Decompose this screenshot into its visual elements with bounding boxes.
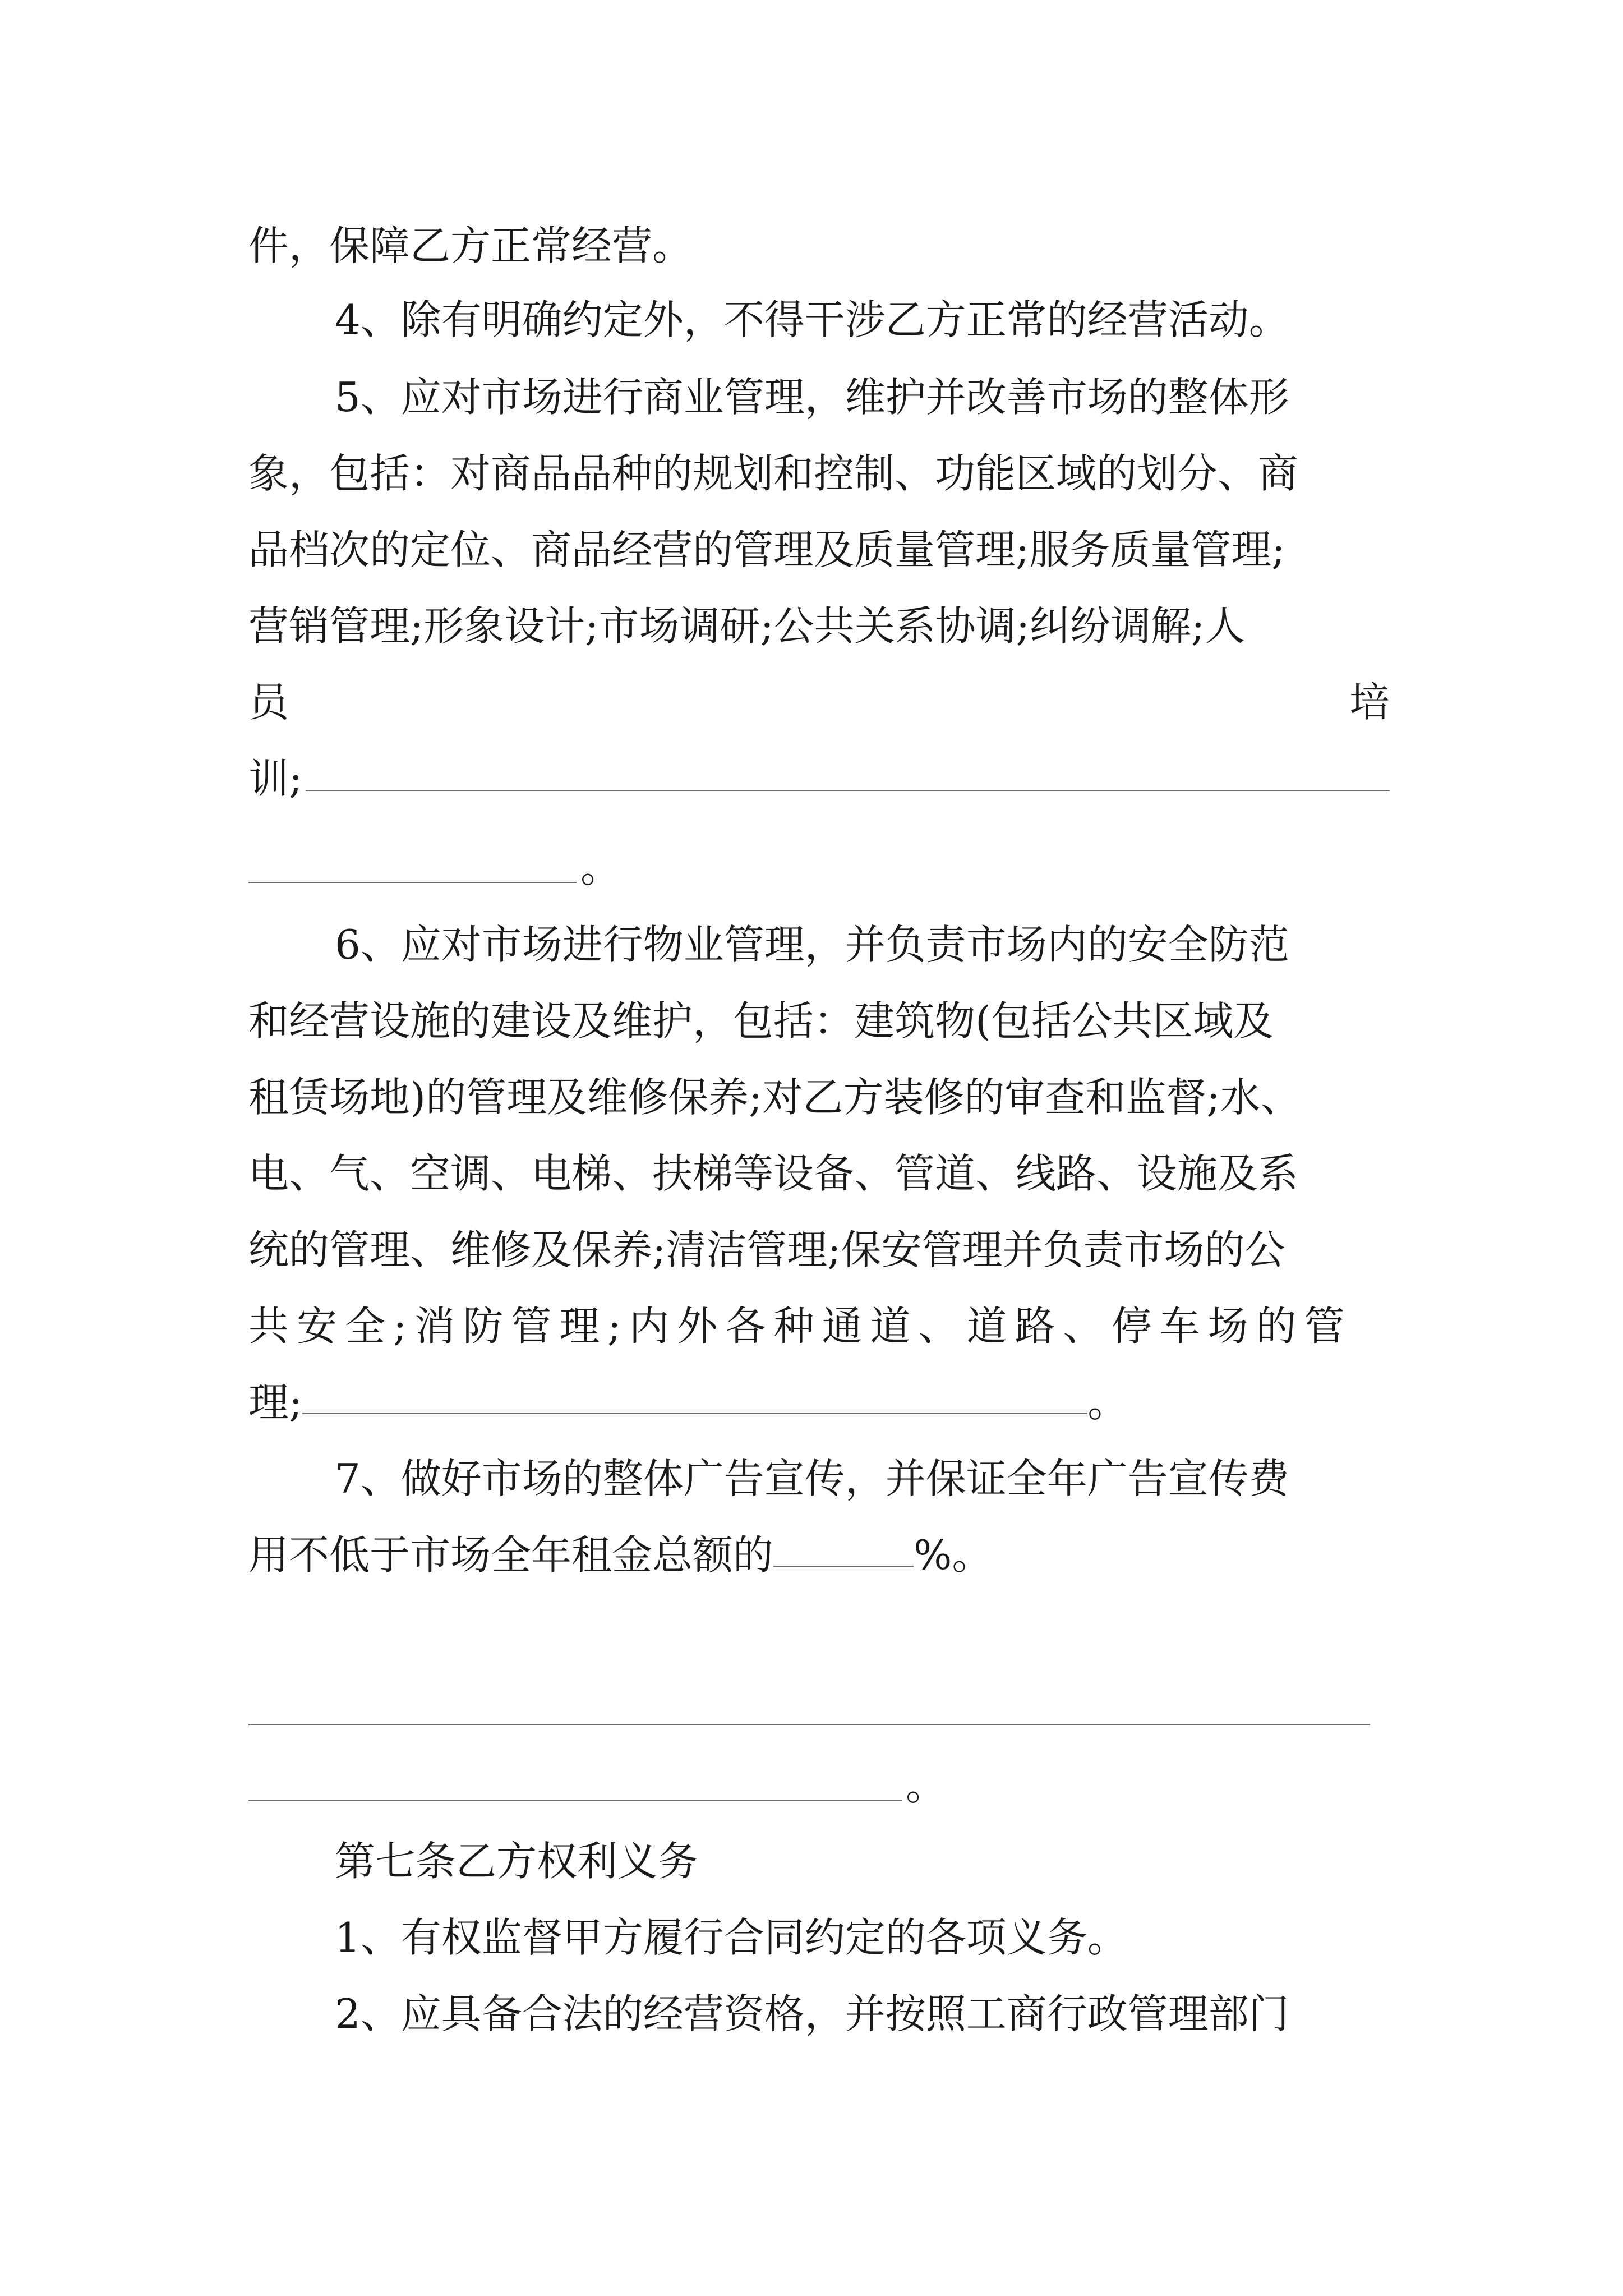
section-heading: 第七条乙方权利义务 bbox=[335, 1838, 699, 1885]
text-line-11: 和经营设施的建设及维护，包括：建筑物(包括公共区域及 bbox=[248, 997, 1274, 1045]
blank-fill-line bbox=[773, 1566, 914, 1567]
blank-fill-line bbox=[306, 790, 1390, 791]
blank-fill-line bbox=[248, 1800, 902, 1801]
text-line-21: 2、应具备合法的经营资格，并按照工商行政管理部门 bbox=[335, 1990, 1289, 2037]
text-fragment: 用不低于市场全年租金总额的 bbox=[248, 1531, 774, 1579]
text-fragment: 。 bbox=[1087, 1379, 1128, 1426]
blank-fill-line bbox=[248, 1724, 1370, 1725]
text-line-16 bbox=[248, 1374, 1390, 1430]
text-line-18 bbox=[248, 1527, 1390, 1583]
text-line-5: 品档次的定位、商品经营的管理及质量管理;服务质量管理; bbox=[248, 526, 1285, 573]
text-fragment-left: 员 bbox=[248, 679, 289, 726]
text-line-12: 租赁场地)的管理及维修保养;对乙方装修的审查和监督;水、 bbox=[248, 1074, 1301, 1121]
text-line-13: 电、气、空调、电梯、扶梯等设备、管道、线路、设施及系 bbox=[248, 1150, 1299, 1197]
blank-fill-line bbox=[302, 1413, 1087, 1414]
text-line-14: 统的管理、维修及保养;清洁管理;保安管理并负责市场的公 bbox=[248, 1226, 1285, 1273]
text-line-19: 。 bbox=[906, 1762, 947, 1809]
text-line-2: 4、除有明确约定外，不得干涉乙方正常的经营活动。 bbox=[335, 296, 1289, 343]
text-fragment: 训; bbox=[248, 755, 303, 802]
text-line-17: 7、做好市场的整体广告宣传，并保证全年广告宣传费 bbox=[335, 1455, 1289, 1502]
text-line-20: 1、有权监督甲方履行合同约定的各项义务。 bbox=[335, 1914, 1128, 1961]
text-line-3: 5、应对市场进行商业管理，维护并改善市场的整体形 bbox=[335, 374, 1289, 421]
text-fragment-right: 培 bbox=[1349, 679, 1390, 726]
text-line-8 bbox=[248, 751, 1390, 807]
text-line-4: 象，包括：对商品品种的规划和控制、功能区域的划分、商 bbox=[248, 450, 1299, 497]
text-line-15: 共安全;消防管理;内外各种通道、道路、停车场的管 bbox=[248, 1303, 1353, 1350]
text-line-7 bbox=[248, 674, 1390, 730]
blank-fill-line bbox=[248, 882, 577, 883]
text-line-9: 。 bbox=[580, 844, 621, 891]
text-line-10: 6、应对市场进行物业管理，并负责市场内的安全防范 bbox=[335, 921, 1289, 968]
text-fragment: 理; bbox=[248, 1379, 303, 1426]
text-fragment: %。 bbox=[914, 1531, 993, 1579]
text-line-1: 件，保障乙方正常经营。 bbox=[248, 222, 693, 269]
text-line-6: 营销管理;形象设计;市场调研;公共关系协调;纠纷调解;人 bbox=[248, 602, 1246, 650]
